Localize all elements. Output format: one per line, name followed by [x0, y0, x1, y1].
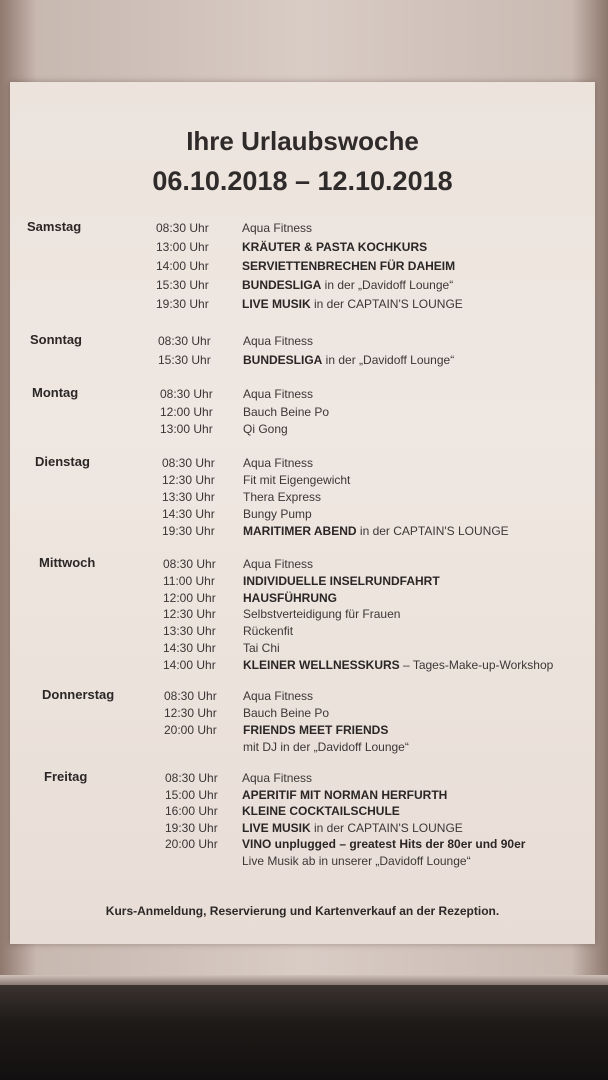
- event-title-text: Fit mit Eigengewicht: [243, 473, 351, 487]
- event-time: 08:30 Uhr: [165, 771, 218, 785]
- event-title-bold: SERVIETTENBRECHEN FÜR DAHEIM: [242, 259, 456, 273]
- event-title-text: – Tages-Make-up-Workshop: [399, 657, 554, 672]
- event-time: 15:30 Uhr: [156, 278, 209, 292]
- event-time: 15:00 Uhr: [165, 787, 218, 802]
- event-time: 14:00 Uhr: [163, 657, 216, 672]
- event-title: [243, 405, 329, 419]
- event-title-text: Aqua Fitness: [243, 387, 314, 401]
- event-time: 11:00 Uhr: [163, 573, 215, 588]
- event-time: 12:30 Uhr: [162, 473, 215, 487]
- event-time: 19:30 Uhr: [156, 297, 209, 311]
- event-title-text: in der CAPTAIN'S LOUNGE: [310, 820, 463, 835]
- event-title: [243, 591, 337, 605]
- event-title-text: Bauch Beine Po: [243, 706, 330, 720]
- event-title: [243, 740, 409, 754]
- poster-footer: Kurs-Anmeldung, Reservierung und Kartenverkauf an der Rezeption.: [105, 904, 500, 918]
- event-time: 12:30 Uhr: [163, 607, 216, 622]
- event-title-text: Bauch Beine Po: [243, 404, 330, 419]
- event-time: 13:30 Uhr: [162, 490, 215, 504]
- event-title-bold: HAUSFÜHRUNG: [243, 590, 337, 605]
- event-title: [243, 557, 313, 571]
- event-title: [243, 507, 312, 521]
- event-title: [243, 658, 553, 672]
- day-label: Sonntag: [30, 332, 82, 347]
- event-time: 12:30 Uhr: [164, 706, 217, 720]
- event-time: 08:30 Uhr: [158, 334, 211, 348]
- event-title: [243, 723, 388, 737]
- event-title: [243, 524, 509, 538]
- schedule-poster: [10, 82, 595, 944]
- event-title-bold: MARITIMER ABEND: [243, 524, 357, 538]
- event-time: 14:00 Uhr: [156, 259, 209, 273]
- event-title-text: in der CAPTAIN'S LOUNGE: [356, 524, 509, 538]
- event-title: [242, 297, 463, 311]
- event-title-text: Aqua Fitness: [242, 771, 313, 785]
- event-title-bold: FRIENDS MEET FRIENDS: [243, 723, 389, 737]
- event-title: [243, 706, 329, 720]
- event-title-text: in der CAPTAIN'S LOUNGE: [310, 297, 463, 311]
- day-label: Donnerstag: [42, 687, 115, 702]
- event-title: [243, 456, 313, 470]
- event-title: [242, 240, 427, 254]
- event-time: 08:30 Uhr: [164, 689, 217, 703]
- event-time: 14:30 Uhr: [163, 641, 216, 655]
- event-time: 19:30 Uhr: [162, 524, 215, 538]
- event-title: [243, 607, 400, 621]
- event-title: [242, 804, 400, 818]
- event-title-text: Qi Gong: [243, 422, 288, 436]
- day-label: Freitag: [44, 769, 88, 784]
- event-title-text: Selbstverteidigung für Frauen: [243, 607, 401, 622]
- event-title: [242, 771, 312, 785]
- event-title-text: Rückenfit: [243, 624, 294, 639]
- event-time: 15:30 Uhr: [158, 353, 211, 367]
- event-title-bold: LIVE MUSIK: [242, 297, 311, 311]
- event-title: [243, 641, 280, 655]
- event-title-text: Tai Chi: [243, 641, 280, 655]
- event-time: 08:30 Uhr: [160, 387, 213, 401]
- event-title-text: in der „Davidoff Lounge“: [321, 278, 454, 292]
- day-label: Mittwoch: [39, 555, 96, 570]
- event-title-text: Bungy Pump: [243, 507, 312, 521]
- event-title-text: Aqua Fitness: [243, 689, 314, 703]
- event-time: 08:30 Uhr: [162, 456, 215, 470]
- event-time: 08:30 Uhr: [163, 557, 216, 571]
- event-time: 12:00 Uhr: [163, 590, 216, 605]
- event-time: 19:30 Uhr: [165, 820, 218, 835]
- poster-date-range: 06.10.2018 – 12.10.2018: [152, 166, 453, 196]
- day-label: Dienstag: [35, 454, 90, 469]
- event-title: [242, 821, 463, 835]
- stand-base: [0, 985, 608, 1080]
- event-title: [242, 221, 312, 235]
- poster-title: Ihre Urlaubswoche: [186, 126, 419, 156]
- event-time: 20:00 Uhr: [164, 723, 217, 737]
- event-title-text: Aqua Fitness: [243, 334, 314, 348]
- event-title-text: Live Musik ab in unserer „Davidoff Lounge“: [242, 854, 471, 868]
- event-title: [243, 422, 288, 436]
- day-label: Montag: [32, 385, 79, 400]
- event-title: [242, 854, 471, 868]
- event-title-bold: LIVE MUSIK: [242, 820, 311, 835]
- event-title-bold: BUNDESLIGA: [243, 353, 323, 367]
- event-title: [242, 788, 447, 802]
- event-title-text: Aqua Fitness: [243, 557, 314, 571]
- event-title: [243, 473, 350, 487]
- event-title: [242, 259, 455, 273]
- event-title-bold: INDIVIDUELLE INSELRUNDFAHRT: [243, 573, 440, 588]
- event-time: 20:00 Uhr: [165, 837, 218, 852]
- event-title-text: Aqua Fitness: [243, 456, 314, 470]
- event-title: [243, 689, 313, 703]
- event-title-bold: KLEINER WELLNESSKURS: [243, 657, 400, 672]
- event-title: [243, 490, 321, 504]
- event-time: 13:30 Uhr: [163, 624, 216, 639]
- event-time: 13:00 Uhr: [160, 422, 213, 436]
- event-title: [243, 624, 293, 638]
- event-title: [243, 574, 440, 588]
- event-time: 08:30 Uhr: [156, 221, 209, 235]
- event-title: [243, 353, 454, 367]
- event-time: 13:00 Uhr: [156, 240, 209, 254]
- event-title-text: Aqua Fitness: [242, 221, 313, 235]
- event-title-bold: KRÄUTER & PASTA KOCHKURS: [242, 240, 428, 254]
- event-title-bold: VINO unplugged – greatest Hits der 80er und 90er: [242, 837, 526, 852]
- event-title: [242, 837, 525, 851]
- event-title: [242, 278, 453, 292]
- day-label: Samstag: [27, 219, 82, 234]
- event-title-text: mit DJ in der „Davidoff Lounge“: [243, 740, 409, 754]
- event-title: [243, 387, 313, 401]
- event-title-bold: BUNDESLIGA: [242, 278, 322, 292]
- event-time: 12:00 Uhr: [160, 404, 213, 419]
- event-title: [243, 334, 313, 348]
- event-title-bold: APERITIF MIT NORMAN HERFURTH: [242, 787, 448, 802]
- event-title-bold: KLEINE COCKTAILSCHULE: [242, 804, 400, 819]
- event-title-text: Thera Express: [243, 490, 322, 504]
- event-time: 14:30 Uhr: [162, 507, 215, 521]
- event-time: 16:00 Uhr: [165, 804, 218, 819]
- event-title-text: in der „Davidoff Lounge“: [322, 353, 455, 367]
